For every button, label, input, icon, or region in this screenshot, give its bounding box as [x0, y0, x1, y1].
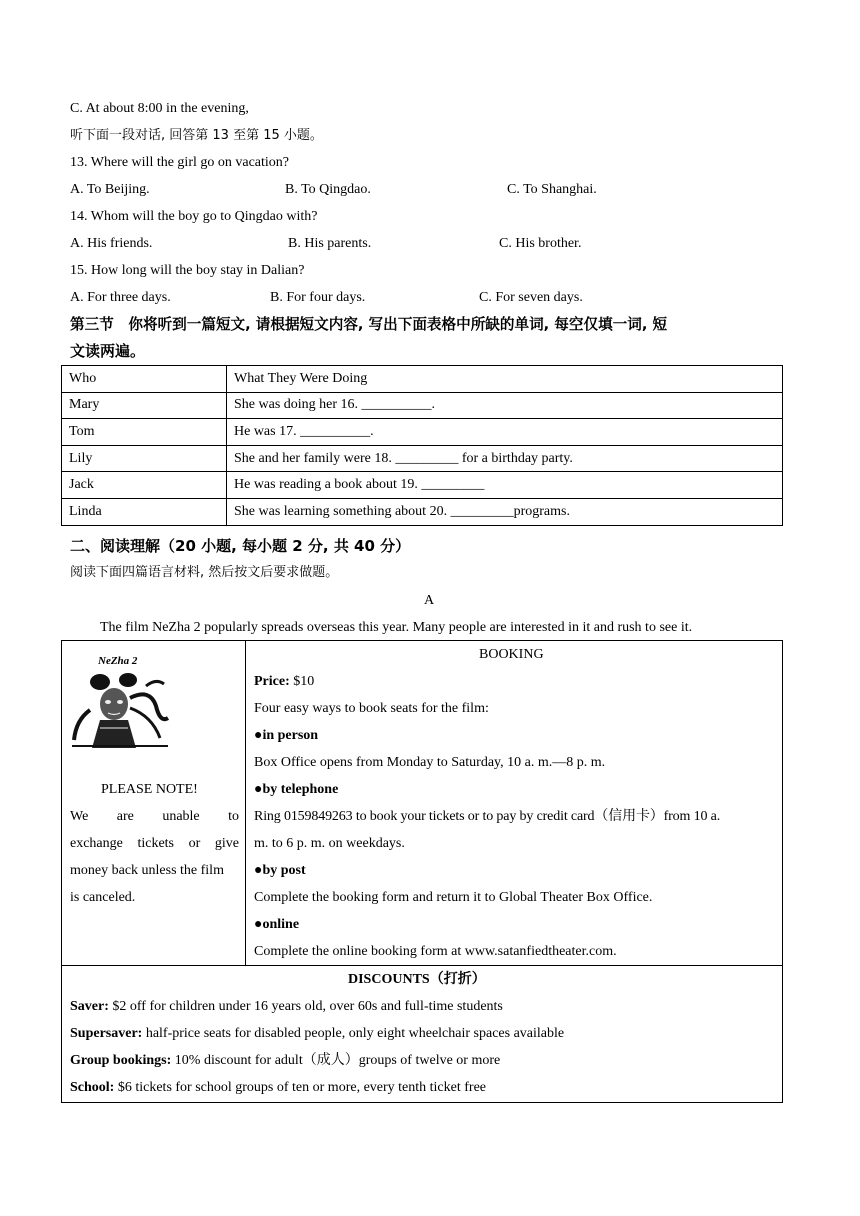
booking-ways: Four easy ways to book seats for the film: — [254, 701, 489, 716]
telephone-text-1: Ring 0159849263 to book your tickets or to pay by credit card（信用卡）from 10 a. — [254, 809, 721, 824]
q13-option-b: B. To Qingdao. — [285, 182, 371, 197]
reading-heading: 二、阅读理解（20 小题, 每小题 2 分, 共 40 分） — [70, 537, 411, 555]
passage-letter: A — [424, 593, 435, 608]
table-cell: Lily — [62, 445, 227, 472]
table-header-cell: What They Were Doing — [227, 366, 783, 393]
price-value: $10 — [289, 674, 315, 689]
discount-text: half-price seats for disabled people, only eight wheelchair spaces available — [142, 1026, 565, 1041]
table-header-cell: Who — [62, 366, 227, 393]
price-line — [254, 673, 314, 691]
bullet-icon: ● — [254, 782, 263, 797]
nezha-poster-image — [70, 668, 170, 748]
question-13: 13. Where will the girl go on vacation? — [70, 155, 290, 170]
row-divider — [61, 965, 783, 966]
note-line: is canceled. — [70, 890, 136, 905]
option-c-prev: C. At about 8:00 in the evening, — [70, 101, 249, 116]
post-text: Complete the booking form and return it to Global Theater Box Office. — [254, 890, 653, 905]
table-cell: Tom — [62, 419, 227, 446]
table-row — [62, 498, 783, 525]
table-cell: She and her family were 18. _________ for a birthday party. — [227, 445, 783, 472]
in-person-label: in person — [262, 728, 319, 743]
section3-heading-line2: 文读两遍。 — [70, 342, 146, 360]
discount-text: $6 tickets for school groups of ten or more, every tenth ticket free — [114, 1080, 486, 1095]
telephone-label: by telephone — [262, 782, 339, 797]
note-line: exchange tickets or give — [70, 836, 239, 851]
table-cell: He was 17. __________. — [227, 419, 783, 446]
bullet-icon: ● — [254, 728, 263, 743]
booking-title: BOOKING — [479, 647, 544, 662]
in-person-heading — [254, 727, 318, 745]
instruction-13-15: 听下面一段对话, 回答第 13 至第 15 小题。 — [70, 128, 323, 143]
passage-intro: The film NeZha 2 popularly spreads overseas this year. Many people are interested in it and rush to see it. — [100, 620, 693, 635]
discount-item — [70, 1052, 500, 1070]
table-row — [62, 392, 783, 419]
discount-text: 10% discount for adult（成人）groups of twelve or more — [171, 1053, 501, 1068]
post-heading — [254, 862, 306, 880]
q13-option-c: C. To Shanghai. — [507, 182, 597, 197]
bullet-icon: ● — [254, 863, 263, 878]
in-person-text: Box Office opens from Monday to Saturday, 10 a. m.—8 p. m. — [254, 755, 606, 770]
table-cell: Linda — [62, 498, 227, 525]
table-cell: She was doing her 16. __________. — [227, 392, 783, 419]
table-row — [62, 419, 783, 446]
note-title: PLEASE NOTE! — [101, 782, 198, 797]
discount-label: Saver: — [70, 999, 109, 1014]
discount-label: School: — [70, 1080, 115, 1095]
post-label: by post — [262, 863, 306, 878]
bullet-icon: ● — [254, 917, 263, 932]
section3-heading-line1: 第三节 你将听到一篇短文, 请根据短文内容, 写出下面表格中所缺的单词, 每空仅填一词, 短 — [70, 316, 668, 333]
table-row — [62, 472, 783, 499]
section3-heading — [70, 311, 786, 365]
table-cell: She was learning something about 20. _________programs. — [227, 498, 783, 525]
q14-option-b: B. His parents. — [288, 236, 372, 251]
q13-option-a: A. To Beijing. — [70, 182, 150, 197]
question-15: 15. How long will the boy stay in Dalian? — [70, 263, 305, 278]
note-line: money back unless the film — [70, 863, 224, 878]
discount-item — [70, 998, 503, 1016]
note-line: We are unable to — [70, 809, 239, 824]
discount-text: $2 off for children under 16 years old, over 60s and full-time students — [108, 999, 503, 1014]
fill-in-table — [61, 365, 783, 526]
reading-instruction: 阅读下面四篇语言材料, 然后按文后要求做题。 — [70, 565, 339, 580]
column-divider — [245, 640, 246, 966]
table-cell: Mary — [62, 392, 227, 419]
question-14: 14. Whom will the boy go to Qingdao with? — [70, 209, 318, 224]
q14-option-c: C. His brother. — [499, 236, 582, 251]
q15-option-c: C. For seven days. — [479, 290, 583, 305]
discount-label: Supersaver: — [70, 1026, 143, 1041]
discounts-title: DISCOUNTS（打折） — [348, 972, 486, 987]
price-label: Price: — [254, 674, 290, 689]
table-cell: He was reading a book about 19. _________ — [227, 472, 783, 499]
discount-label: Group bookings: — [70, 1053, 172, 1068]
q15-option-a: A. For three days. — [70, 290, 171, 305]
poster-caption: NeZha 2 — [98, 655, 138, 667]
discount-item — [70, 1079, 486, 1097]
online-label: online — [262, 917, 300, 932]
q14-option-a: A. His friends. — [70, 236, 153, 251]
discount-item — [70, 1025, 564, 1043]
table-row — [62, 445, 783, 472]
online-text: Complete the online booking form at www.satanfiedtheater.com. — [254, 944, 617, 959]
table-header-row — [62, 366, 783, 393]
online-heading — [254, 916, 299, 934]
table-cell: Jack — [62, 472, 227, 499]
telephone-heading — [254, 781, 338, 799]
telephone-text-2: m. to 6 p. m. on weekdays. — [254, 836, 405, 851]
q15-option-b: B. For four days. — [270, 290, 366, 305]
